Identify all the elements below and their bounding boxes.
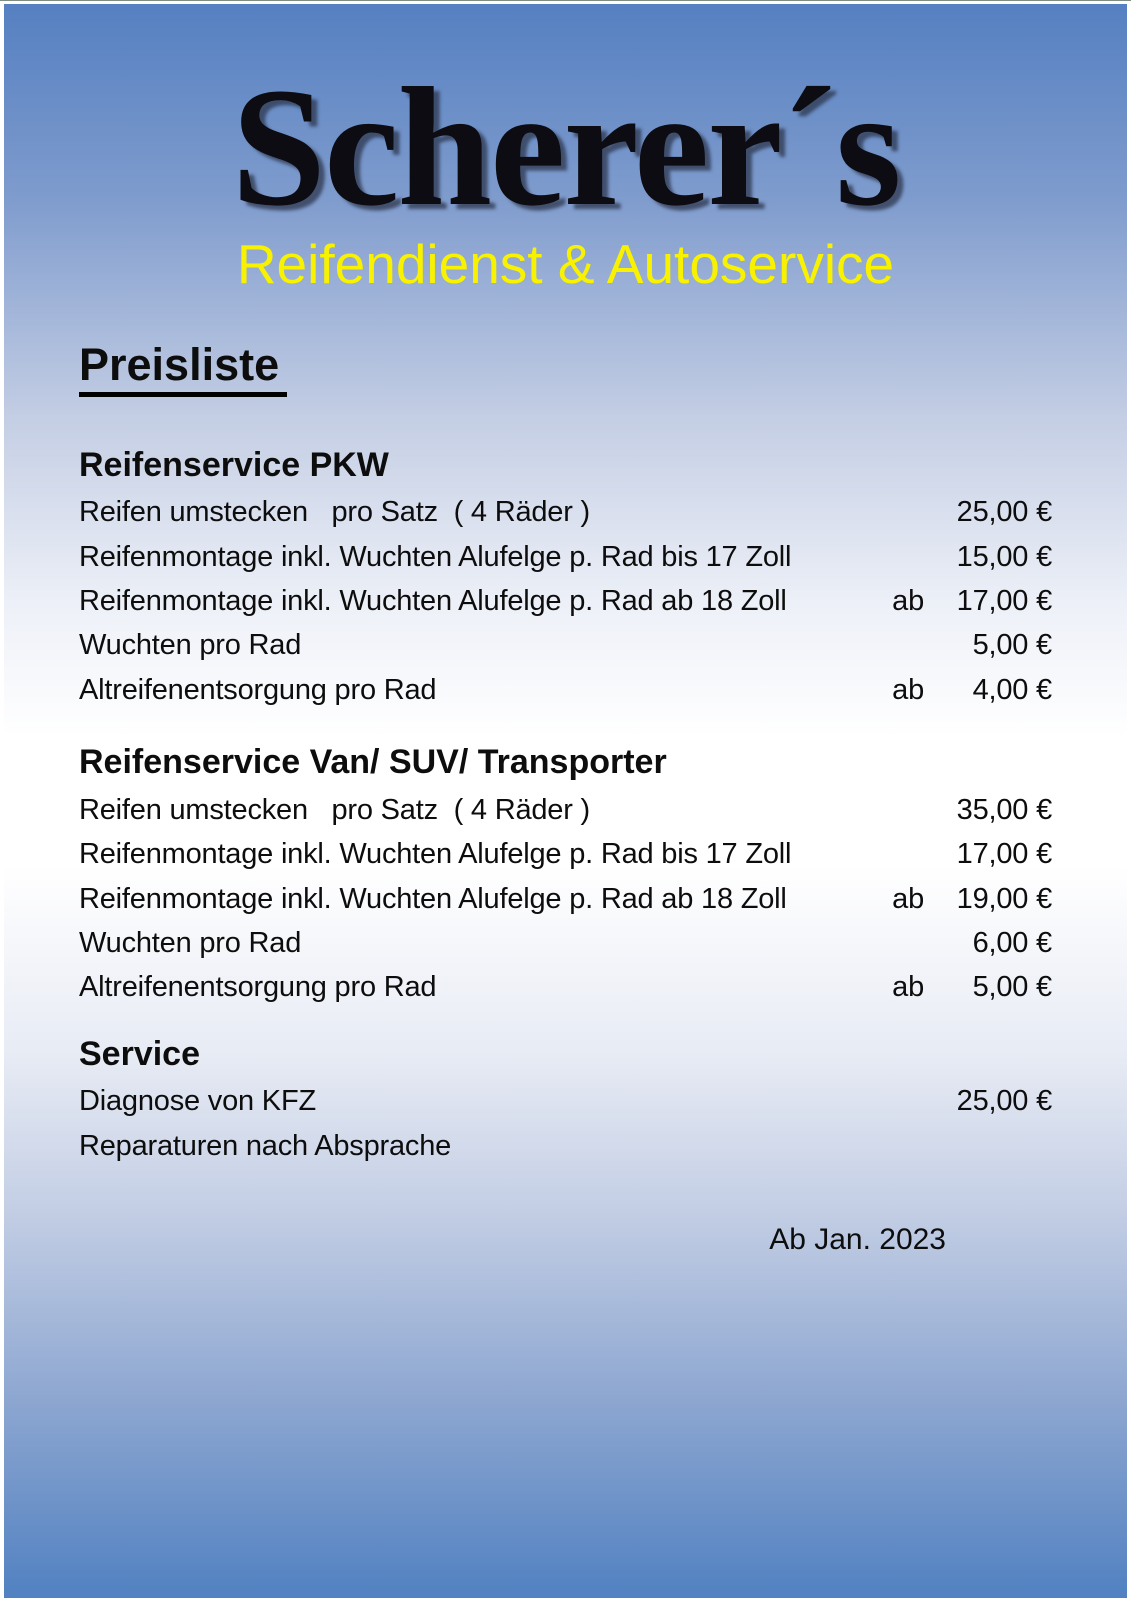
section-reifenservice-van-suv-transporter — [79, 744, 1052, 1003]
price-row — [79, 586, 1052, 616]
service-label: Reifenmontage inkl. Wuchten Alufelge p. Rad ab 18 Zoll — [79, 586, 787, 617]
service-label: Altreifenentsorgung pro Rad — [79, 972, 437, 1003]
price-row — [79, 542, 1052, 572]
price-row — [79, 928, 1052, 958]
price-value: 25,00 € — [956, 496, 1052, 529]
logo-subtitle: Reifendienst & Autoservice — [236, 233, 895, 295]
service-label: Reifen umstecken pro Satz ( 4 Räder ) — [79, 497, 590, 528]
effective-date: Ab Jan. 2023 — [769, 1223, 946, 1257]
section-service — [79, 1036, 1052, 1161]
service-label: Reifenmontage inkl. Wuchten Alufelge p. Rad bis 17 Zoll — [79, 541, 792, 573]
price-value: 5,00 € — [972, 629, 1052, 662]
section-title: Service — [79, 1034, 200, 1073]
service-label: Reifen umstecken pro Satz ( 4 Räder ) — [79, 794, 590, 826]
price-row — [79, 1131, 1052, 1161]
gradient-background — [4, 4, 1127, 1598]
price-row — [79, 884, 1052, 914]
service-label: Reifenmontage inkl. Wuchten Alufelge p. Rad ab 18 Zoll — [79, 883, 787, 915]
price-row — [79, 630, 1052, 660]
ab-prefix: ab — [892, 882, 924, 915]
price-value: 25,00 € — [956, 1085, 1052, 1118]
price-value: 17,00 € — [956, 838, 1052, 871]
price-row — [79, 795, 1052, 825]
price-value: 15,00 € — [956, 540, 1052, 573]
service-label: Reifenmontage inkl. Wuchten Alufelge p. Rad bis 17 Zoll — [79, 839, 792, 870]
section-title: Reifenservice Van/ SUV/ Transporter — [79, 743, 667, 782]
logo — [4, 4, 1127, 295]
price-value: 35,00 € — [956, 793, 1052, 826]
ab-prefix: ab — [892, 971, 924, 1004]
ab-prefix: ab — [892, 673, 924, 706]
section-reifenservice-pkw — [79, 447, 1052, 706]
service-label: Altreifenentsorgung pro Rad — [79, 674, 437, 706]
price-row — [79, 972, 1052, 1002]
price-value: 4,00 € — [972, 673, 1052, 706]
service-label: Wuchten pro Rad — [79, 630, 302, 661]
section-title: Reifenservice PKW — [79, 445, 389, 484]
price-value: 19,00 € — [956, 882, 1052, 915]
price-value: 5,00 € — [972, 971, 1052, 1004]
price-value: 6,00 € — [972, 927, 1052, 960]
page-title: Preisliste — [79, 341, 287, 397]
ab-prefix: ab — [892, 585, 924, 618]
price-row — [79, 497, 1052, 527]
price-row — [79, 839, 1052, 869]
price-list-content — [4, 295, 1127, 1258]
service-label: Diagnose von KFZ — [79, 1086, 316, 1117]
price-row — [79, 1086, 1052, 1116]
logo-title: Scherer´s — [231, 53, 900, 241]
service-label: Wuchten pro Rad — [79, 928, 302, 959]
price-row — [79, 675, 1052, 705]
price-value: 17,00 € — [956, 585, 1052, 618]
service-label: Reparaturen nach Absprache — [79, 1130, 452, 1162]
